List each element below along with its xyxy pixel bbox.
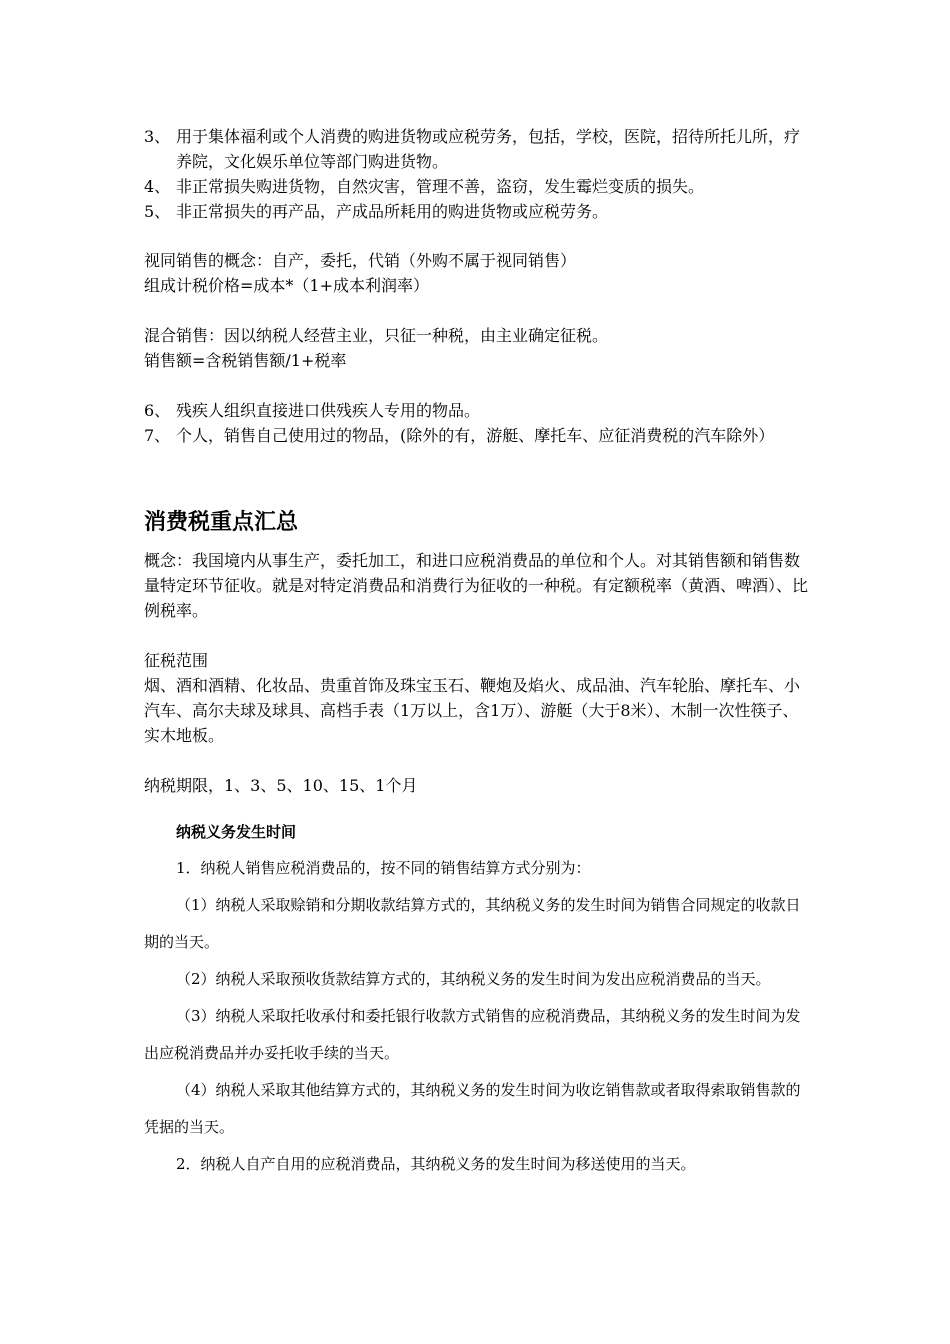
list-number: 5、 (144, 202, 171, 221)
list-item (144, 124, 808, 174)
obligation-section (144, 820, 808, 1183)
scope-text: 烟、酒和酒精、化妆品、贵重首饰及珠宝玉石、鞭炮及焰火、成品油、汽车轮胎、摩托车、小汽车、高尔夫球及球具、高档手表（1万以上，含1万）、游艇（大于8米）、木制一次性筷子、实木地板。 (144, 676, 801, 745)
tax-period: 纳税期限，1、3、5、10、15、1个月 (144, 776, 418, 795)
obligation-sub-4: （4）纳税人采取其他结算方式的，其纳税义务的发生时间为收讫销售款或者取得索取销售款的凭据的当天。 (144, 1081, 801, 1136)
obligation-heading: 纳税义务发生时间 (176, 823, 297, 841)
mixed-sales-formula: 销售额=含税销售额/1+税率 (144, 351, 347, 370)
deemed-sales-section (144, 248, 808, 298)
list-text: 非正常损失的再产品，产成品所耗用的购进货物或应税劳务。 (176, 202, 609, 221)
list-item (144, 199, 808, 224)
list-text: 残疾人组织直接进口供残疾人专用的物品。 (176, 401, 481, 420)
list-number: 3、 (144, 127, 171, 146)
exclusion-list-a (144, 124, 808, 224)
list-number: 4、 (144, 177, 171, 196)
list-item (144, 398, 808, 423)
obligation-sub-2: （2）纳税人采取预收货款结算方式的，其纳税义务的发生时间为发出应税消费品的当天。 (176, 970, 771, 988)
list-number: 6、 (144, 401, 171, 420)
obligation-sub-3: （3）纳税人采取托收承付和委托银行收款方式销售的应税消费品，其纳税义务的发生时间为发出应税消费品并办妥托收手续的当天。 (144, 1007, 801, 1062)
deemed-sales-concept: 视同销售的概念：自产，委托，代销（外购不属于视同销售） (144, 251, 577, 270)
mixed-sales-section (144, 323, 808, 373)
list-text: 用于集体福利或个人消费的购进货物或应税劳务，包括，学校，医院，招待所托儿所，疗养院，文化娱乐单位等部门购进货物。 (176, 127, 801, 171)
scope-title: 征税范围 (144, 651, 209, 670)
list-item (144, 174, 808, 199)
section-heading: 消费税重点汇总 (144, 510, 299, 535)
mixed-sales-concept: 混合销售：因以纳税人经营主业，只征一种税，由主业确定征税。 (144, 326, 609, 345)
list-item (144, 423, 808, 448)
obligation-item-2: 2．纳税人自产自用的应税消费品，其纳税义务的发生时间为移送使用的当天。 (176, 1155, 696, 1173)
deemed-sales-formula: 组成计税价格=成本*（1+成本利润率） (144, 276, 429, 295)
consumption-tax-section (144, 508, 808, 798)
list-number: 7、 (144, 426, 171, 445)
list-text: 个人，销售自己使用过的物品，(除外的有，游艇、摩托车、应征消费税的汽车除外） (176, 426, 775, 445)
obligation-sub-1: （1）纳税人采取赊销和分期收款结算方式的，其纳税义务的发生时间为销售合同规定的收款日期的当天。 (144, 896, 801, 951)
exclusion-list-b (144, 398, 808, 448)
obligation-item-1: 1．纳税人销售应税消费品的，按不同的销售结算方式分别为： (176, 859, 591, 877)
tax-concept: 概念：我国境内从事生产，委托加工，和进口应税消费品的单位和个人。对其销售额和销售数量特定环节征收。就是对特定消费品和消费行为征收的一种税。有定额税率（黄酒、啤酒）、比例税率。 (144, 551, 809, 620)
list-text: 非正常损失购进货物，自然灾害，管理不善，盗窃，发生霉烂变质的损失。 (176, 177, 705, 196)
